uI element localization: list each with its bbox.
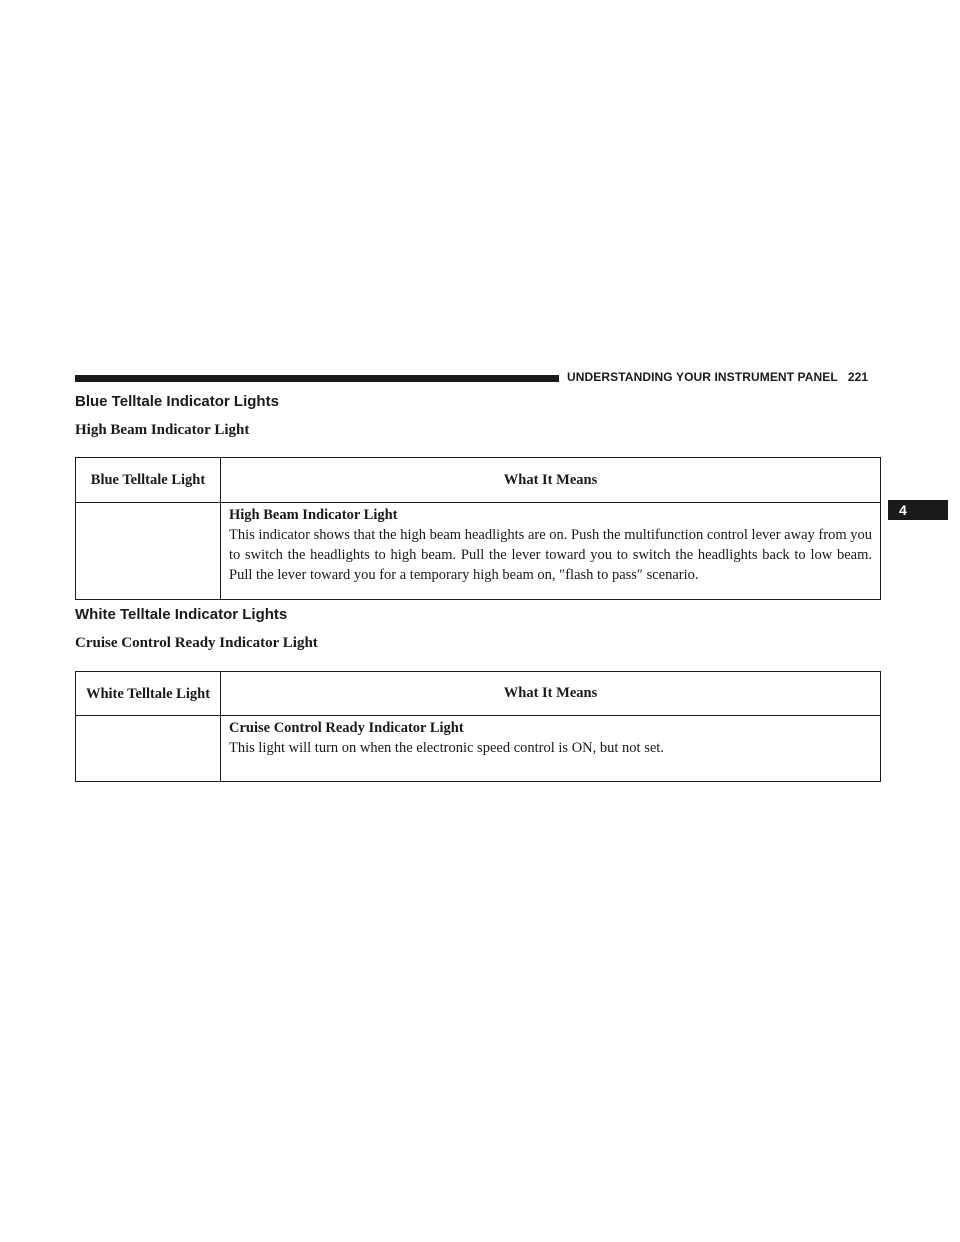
col-header-meaning: What It Means — [221, 458, 881, 503]
chapter-tab: 4 — [888, 500, 948, 520]
cruise-control-subheading: Cruise Control Ready Indicator Light — [75, 635, 318, 651]
white-telltale-table — [75, 671, 881, 782]
row-title: High Beam Indicator Light — [229, 507, 398, 523]
page-number: 221 — [847, 370, 869, 384]
col-header-telltale: Blue Telltale Light — [76, 458, 221, 503]
row-text: This indicator shows that the high beam headlights are on. Push the multifunction control lever away from you to switch the headlights to high beam. Pull the lever toward you to switch the headlights back to low beam. Pull the lever toward you for a temporary high beam on, ″flash to pass″ scenario. — [229, 527, 872, 583]
blue-section-heading: Blue Telltale Indicator Lights — [75, 393, 279, 410]
row-title: Cruise Control Ready Indicator Light — [229, 720, 464, 736]
telltale-icon-cell — [76, 716, 221, 782]
white-section-heading: White Telltale Indicator Lights — [75, 606, 288, 623]
table-row — [76, 716, 881, 782]
col-header-telltale: White Telltale Light — [76, 672, 221, 716]
meaning-cell — [221, 503, 881, 600]
telltale-icon-cell — [76, 503, 221, 600]
row-text: This light will turn on when the electronic speed control is ON, but not set. — [229, 740, 664, 756]
meaning-cell — [221, 716, 881, 782]
running-head — [567, 370, 868, 384]
running-head-title: UNDERSTANDING YOUR INSTRUMENT PANEL — [567, 370, 838, 384]
table-header-row — [76, 672, 881, 716]
col-header-meaning: What It Means — [221, 672, 881, 716]
high-beam-subheading: High Beam Indicator Light — [75, 422, 250, 438]
table-header-row — [76, 458, 881, 503]
header-rule — [75, 375, 559, 382]
blue-telltale-table — [75, 457, 881, 600]
table-row — [76, 503, 881, 600]
